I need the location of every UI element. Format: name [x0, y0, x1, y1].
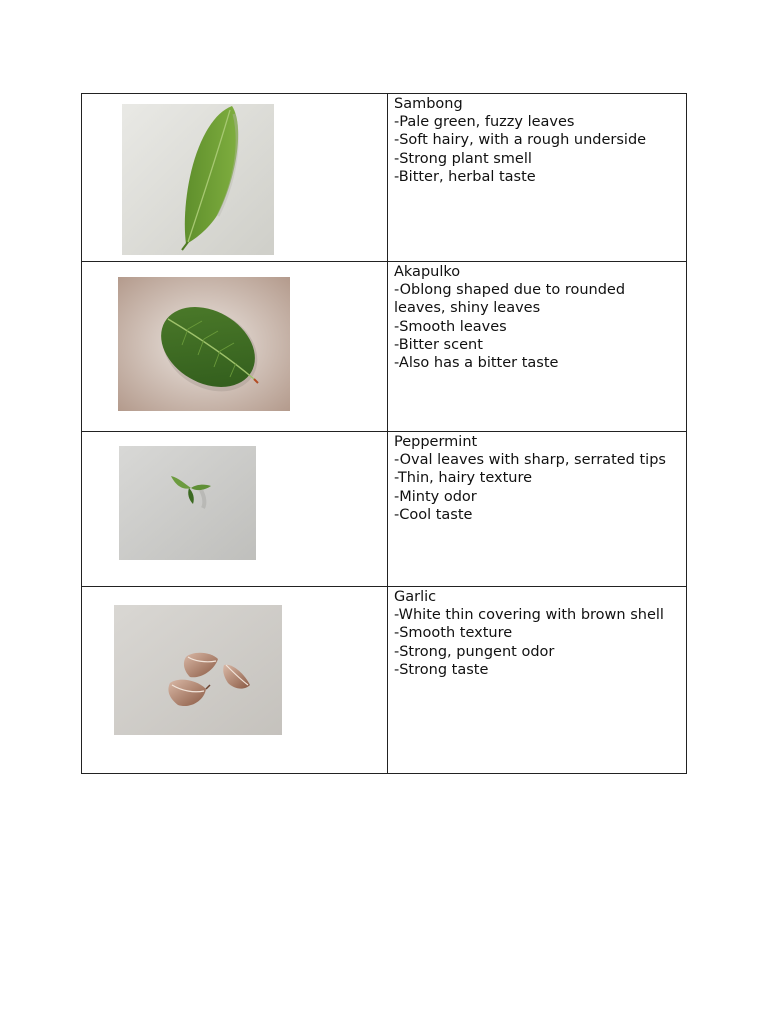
trait-line: -Strong, pungent odor [394, 643, 555, 660]
table-row-peppermint [82, 431, 686, 586]
trait-line: -Smooth leaves [394, 318, 507, 335]
trait-line: -Oval leaves with sharp, serrated tips [394, 452, 666, 469]
trait-line: -Bitter scent [394, 336, 483, 353]
description-cell [388, 94, 686, 261]
table-row-garlic [82, 586, 686, 773]
image-cell [82, 587, 388, 773]
herb-name: Akapulko [394, 264, 461, 280]
image-cell [82, 432, 388, 586]
table-row-akapulko [82, 261, 686, 431]
trait-line: -Oblong shaped due to rounded leaves, shiny leaves [394, 282, 630, 317]
peppermint-leaf-photo [119, 446, 256, 560]
trait-line: -White thin covering with brown shell [394, 607, 664, 624]
trait-line: -Bitter, herbal taste [394, 168, 536, 185]
table-row-sambong [82, 94, 686, 261]
herb-name: Garlic [394, 589, 437, 605]
herb-name: Peppermint [394, 434, 478, 450]
akapulko-leaf-photo [118, 277, 290, 411]
trait-line: -Thin, hairy texture [394, 470, 533, 487]
description-cell [388, 587, 686, 773]
image-cell [82, 262, 388, 431]
trait-line: -Strong plant smell [394, 150, 532, 167]
herb-name: Sambong [394, 96, 463, 112]
trait-line: -Soft hairy, with a rough underside [394, 132, 647, 149]
trait-line: -Strong taste [394, 661, 489, 678]
trait-line: -Minty odor [394, 488, 477, 505]
herb-table [81, 93, 687, 774]
garlic-cloves-photo [114, 605, 282, 735]
trait-line: -Pale green, fuzzy leaves [394, 114, 575, 131]
image-cell [82, 94, 388, 261]
trait-line: -Also has a bitter taste [394, 355, 559, 372]
trait-line: -Cool taste [394, 506, 473, 523]
description-cell [388, 432, 686, 586]
trait-line: -Smooth texture [394, 625, 513, 642]
sambong-leaf-photo [122, 104, 274, 255]
description-cell [388, 262, 686, 431]
